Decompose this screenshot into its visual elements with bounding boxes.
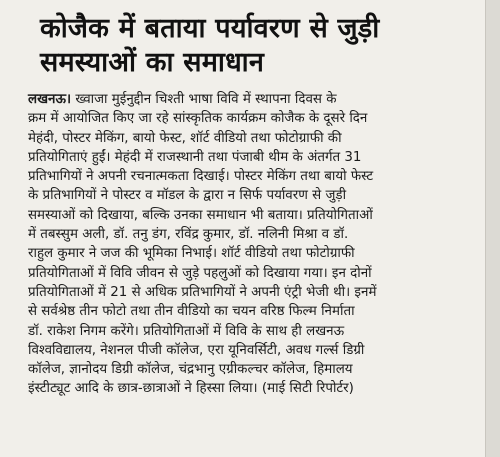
article-line: डॉ. राकेश निगम करेंगे। प्रतियोगिताओं में विवि के साथ ही लखनऊ xyxy=(28,323,345,339)
dateline: लखनऊ। xyxy=(28,92,72,107)
article-line: विश्वविद्यालय, नेशनल पीजी कॉलेज, एरा यूनिवर्सिटी, अवध गर्ल्स डिग्री xyxy=(28,342,365,358)
headline-line-1: कोजैक में बताया पर्यावरण से जुड़ी xyxy=(40,13,380,44)
article-line-1-text: ख्वाजा मुईनुद्दीन चिश्ती भाषा विवि में स्थापना दिवस के xyxy=(71,92,337,107)
headline xyxy=(40,12,470,80)
article-line: समस्याओं को दिखाया, बल्कि उनका समाधान भी बताया। प्रतियोगिताओं xyxy=(28,207,373,223)
headline-line-2: समस्याओं का समाधान xyxy=(40,47,265,78)
article-body xyxy=(28,90,483,399)
article-line: मेहंदी, पोस्टर मेकिंग, बायो फेस्ट, शॉर्ट वीडियो तथा फोटोग्राफी की xyxy=(28,130,342,146)
article-line: से सर्वश्रेष्ठ तीन फोटो तथा तीन वीडियो का चयन वरिष्ठ फिल्म निर्माता xyxy=(28,304,355,320)
article-line: इंस्टीट्यूट आदि के छात्र-छात्राओं ने हिस्सा लिया। (माई सिटी रिपोर्टर) xyxy=(28,381,354,397)
article-line: राहुल कुमार ने जज की भूमिका निभाई। शॉर्ट वीडियो तथा फोटोग्राफी xyxy=(28,246,355,262)
article-line: प्रतियोगिताओं में 21 से अधिक प्रतिभागियों ने अपनी एंट्री भेजी थी। इनमें xyxy=(28,284,377,300)
article-line: कॉलेज, ज्ञानोदय डिग्री कॉलेज, चंद्रभानु एग्रीकल्चर कॉलेज, हिमालय xyxy=(28,362,353,378)
adjacent-column-edge xyxy=(485,0,500,457)
article-line: के प्रतिभागियों ने पोस्टर व मॉडल के द्वारा न सिर्फ पर्यावरण से जुड़ी xyxy=(28,188,347,204)
article-line: क्रम में आयोजित किए जा रहे सांस्कृतिक कार्यक्रम कोजैक के दूसरे दिन xyxy=(28,111,368,127)
article-line: में तबस्सुम अली, डॉ. तनु डंग, रविंद्र कुमार, डॉ. नलिनी मिश्रा व डॉ. xyxy=(28,227,349,243)
article-line-1 xyxy=(28,90,483,109)
article-line: प्रतिभागियों ने अपनी रचनात्मकता दिखाई। पोस्टर मेकिंग तथा बायो फेस्ट xyxy=(28,169,374,185)
article-line: प्रतियोगिताएं हुईं। मेहंदी में राजस्थानी तथा पंजाबी थीम के अंतर्गत 31 xyxy=(28,149,362,165)
article-line: प्रतियोगिताओं में विवि जीवन से जुड़े पहलुओं को दिखाया गया। इन दोनों xyxy=(28,265,372,281)
